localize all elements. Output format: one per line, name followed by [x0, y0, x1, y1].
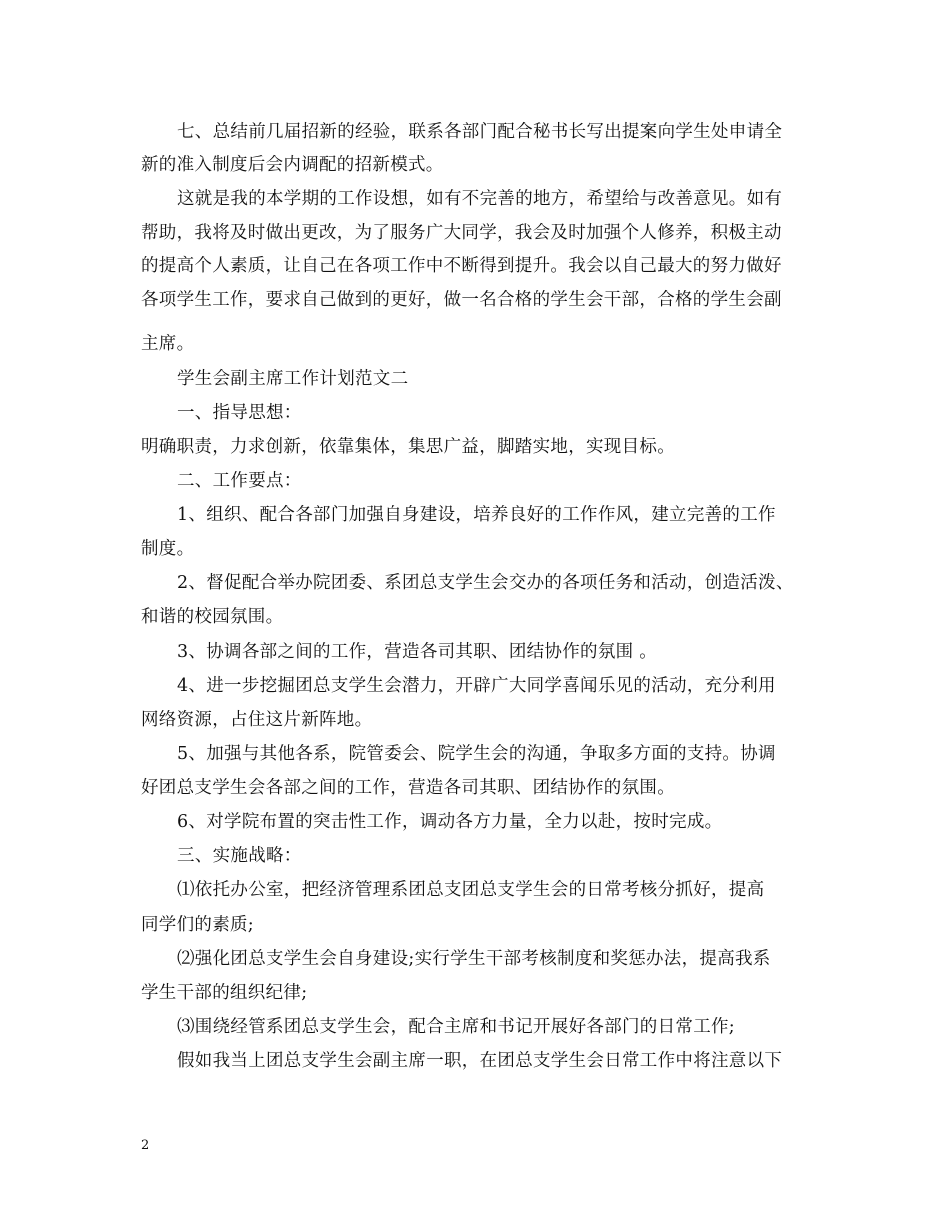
page-number: 2	[141, 1138, 150, 1153]
text-line: 新的准入制度后会内调配的招新模式。	[141, 155, 444, 175]
text-line: ⑶围绕经管系团总支学生会，配合主席和书记开展好各部门的日常工作;	[177, 1017, 735, 1037]
text-line: 4、进一步挖掘团总支学生会潜力，开辟广大同学喜闻乐见的活动，充分利用	[177, 676, 776, 696]
text-line: 三、实施战略：	[177, 846, 302, 866]
text-line: 主席。	[141, 334, 195, 354]
section-title: 学生会副主席工作计划范文二	[177, 369, 409, 389]
text-line: 5、加强与其他各系，院管委会、院学生会的沟通，争取多方面的支持。协调	[177, 744, 776, 764]
text-line: 学生干部的组织纪律;	[141, 983, 308, 1003]
text-line: 网络资源，占住这片新阵地。	[141, 710, 373, 730]
text-line: 和谐的校园氛围。	[141, 607, 284, 627]
text-line: 帮助，我将及时做出更改，为了服务广大同学，我会及时加强个人修养，积极主动	[141, 223, 782, 243]
text-line: 七、总结前几届招新的经验，联系各部门配合秘书长写出提案向学生处申请全	[177, 122, 783, 142]
text-line: 2、督促配合举办院团委、系团总支学生会交办的各项任务和活动，创造活泼、	[177, 573, 794, 593]
text-line: 3、协调各部之间的工作，营造各司其职、团结协作的氛围 。	[177, 642, 658, 662]
text-line: 二、工作要点：	[177, 471, 302, 491]
text-line: 好团总支学生会各部之间的工作，营造各司其职、团结协作的氛围。	[141, 778, 675, 798]
text-line: 假如我当上团总支学生会副主席一职，在团总支学生会日常工作中将注意以下	[177, 1051, 783, 1071]
text-line: ⑵强化团总支学生会自身建设;实行学生干部考核制度和奖惩办法，提高我系	[177, 949, 771, 969]
text-line: 的提高个人素质，让自己在各项工作中不断得到提升。我会以自己最大的努力做好	[141, 256, 782, 276]
text-line: ⑴依托办公室，把经济管理系团总支团总支学生会的日常考核分抓好，提高	[177, 880, 765, 900]
text-line: 1、组织、配合各部门加强自身建设，培养良好的工作作风，建立完善的工作	[177, 505, 776, 525]
text-line: 同学们的素质;	[141, 915, 254, 935]
text-line: 6、对学院布置的突击性工作，调动各方力量，全力以赴，按时完成。	[177, 812, 723, 832]
text-line: 制度。	[141, 539, 195, 559]
text-line: 这就是我的本学期的工作设想，如有不完善的地方，希望给与改善意见。如有	[177, 189, 783, 209]
text-line: 各项学生工作，要求自己做到的更好，做一名合格的学生会干部，合格的学生会副	[141, 290, 782, 310]
text-line: 明确职责，力求创新，依靠集体，集思广益，脚踏实地，实现目标。	[141, 437, 675, 457]
text-line: 一、指导思想：	[177, 403, 302, 423]
